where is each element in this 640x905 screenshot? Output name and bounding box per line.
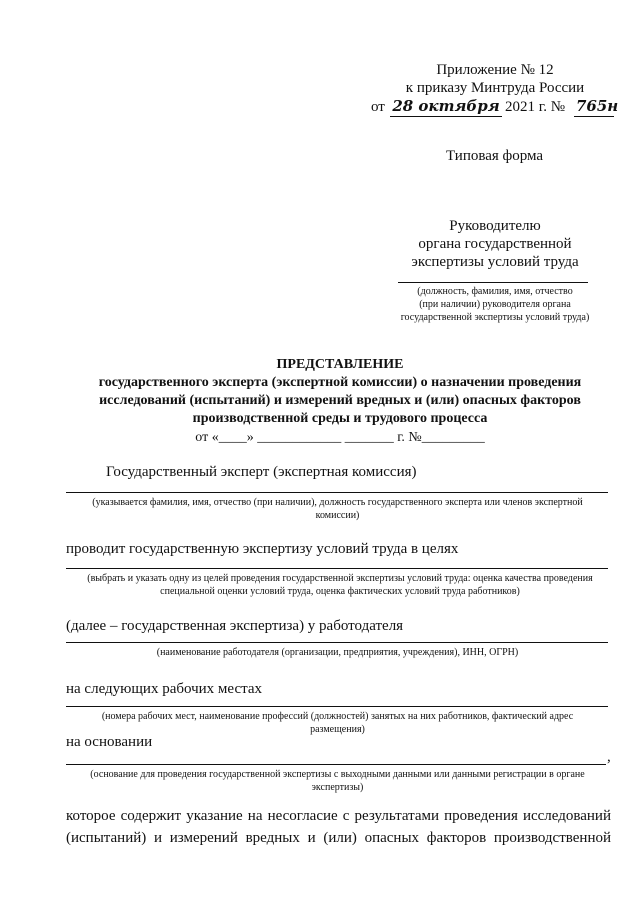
basis-label: на основании [66, 734, 153, 750]
addressee-signature-line [398, 282, 588, 283]
addressee-line3: экспертизы условий труда [411, 254, 579, 270]
document-title: ПРЕДСТАВЛЕНИЕ [276, 357, 404, 372]
appendix-line1: Приложение № 12 [436, 62, 554, 78]
employer-label: (далее – государственная экспертиза) у работодателя [66, 618, 404, 634]
workplaces-field-line [66, 706, 608, 707]
handwritten-date: 28 октября [392, 97, 500, 115]
employer-hint: (наименование работодателя (организации, предприятия, учреждения), ИНН, ОГРН) [156, 647, 519, 658]
title-line3: производственной среды и трудового процесса [192, 411, 488, 426]
appendix-year-number: 2021 г. № [505, 99, 566, 115]
paragraph-line2: (испытаний) и измерений вредных и (или) опасных факторов производственной [66, 830, 611, 846]
basis-hint2: экспертизы) [311, 782, 364, 793]
title-line2: исследований (испытаний) и измерений вредных и (или) опасных факторов [99, 393, 581, 408]
employer-field-line [66, 642, 608, 643]
number-underline [574, 116, 614, 117]
paragraph-line1: которое содержит указание на несогласие с результатами проведения исследований [66, 808, 611, 824]
basis-comma: , [607, 749, 611, 765]
appendix-line2: к приказу Минтруда России [405, 80, 585, 96]
workplaces-label: на следующих рабочих местах [66, 681, 263, 697]
addressee-hint2: (при наличии) руководителя органа [419, 299, 571, 310]
expert-hint2: комиссии) [315, 510, 360, 521]
workplaces-hint2: размещения) [310, 724, 365, 735]
form-type: Типовая форма [446, 148, 544, 164]
expert-hint1: (указывается фамилия, имя, отчество (при наличии), должность государственного эксперта или членов экспертной [92, 497, 583, 508]
addressee-hint3: государственной экспертизы условий труда) [400, 312, 590, 323]
basis-field-line [66, 764, 606, 765]
workplaces-hint1: (номера рабочих мест, наименование профессий (должностей) занятых на них работников, фактический адрес [101, 711, 574, 722]
addressee-hint1: (должность, фамилия, имя, отчество [417, 286, 573, 297]
title-date-line: от «____» ____________ _______ г. №_________ [195, 430, 485, 445]
date-underline [390, 116, 502, 117]
expert-field-line [66, 492, 608, 493]
addressee-line1: Руководителю [449, 218, 541, 234]
goal-hint1: (выбрать и указать одну из целей проведения государственной экспертизы условий труда: оценка качества проведения [87, 573, 593, 584]
addressee-line2: органа государственной [418, 236, 572, 252]
expert-label: Государственный эксперт (экспертная комиссия) [106, 464, 417, 480]
handwritten-number: 765н [576, 97, 619, 115]
title-line1: государственного эксперта (экспертной комиссии) о назначении проведения [98, 375, 582, 390]
basis-hint1: (основание для проведения государственной экспертизы с выходными данными или данными регистрации в органе [90, 769, 585, 780]
appendix-from-prefix: от [371, 99, 385, 115]
goal-field-line [66, 568, 608, 569]
conducts-label: проводит государственную экспертизу условий труда в целях [66, 541, 459, 557]
goal-hint2: специальной оценки условий труда, оценка фактических условий труда работников) [160, 586, 520, 597]
